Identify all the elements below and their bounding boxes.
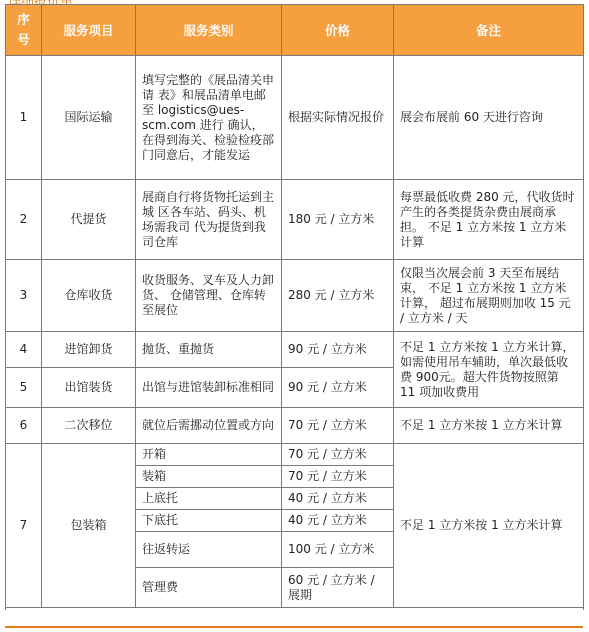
header-item: 服务项目 [42, 5, 136, 56]
row-seq: 7 [6, 444, 42, 608]
row-note: 仅限当次展会前 3 天至布展结束， 不足 1 立方米按 1 立方米计算， 超过布展期则加收 15 元 / 立方米 / 天 [394, 260, 584, 332]
table-row [6, 56, 584, 180]
row-price: 60 元 / 立方米 / 展期 [282, 568, 394, 608]
row-category: 管理费 [136, 568, 282, 608]
row-category: 填写完整的《展品清关申请 表》和展品清单电邮至 logistics@ues-scm.com 进行 确认，在得到海关、检验检疫部门同意后，才能发运 [136, 56, 282, 180]
table-bottom-strip [6, 608, 584, 611]
row-item: 出馆装货 [42, 368, 136, 408]
row-category: 装箱 [136, 466, 282, 488]
row-seq: 6 [6, 408, 42, 444]
row-item: 国际运输 [42, 56, 136, 180]
row-category: 就位后需挪动位置或方向 [136, 408, 282, 444]
row-price: 90 元 / 立方米 [282, 332, 394, 368]
row-price: 40 元 / 立方米 [282, 510, 394, 532]
row-price: 90 元 / 立方米 [282, 368, 394, 408]
row-seq: 1 [6, 56, 42, 180]
row-price: 40 元 / 立方米 [282, 488, 394, 510]
header-note: 备注 [394, 5, 584, 56]
row-category: 下底托 [136, 510, 282, 532]
row-category: 展商自行将货物托运到主城 区各车站、码头、机场需我司 代为提货到我司仓库 [136, 180, 282, 260]
row-note: 每票最低收费 280 元，代收货时 产生的各类提货杂费由展商承担。 不足 1 立方米按 1 立方米计算 [394, 180, 584, 260]
row-item: 代提货 [42, 180, 136, 260]
row-category: 出馆与进馆装卸标准相同 [136, 368, 282, 408]
row-note: 不足 1 立方米按 1 立方米计算， 如需使用吊车辅助，单次最低收费 900元。超大件货物按照第 11 项加收费用 [394, 332, 584, 408]
header-seq: 序 号 [6, 5, 42, 56]
row-item: 进馆卸货 [42, 332, 136, 368]
header-category: 服务类别 [136, 5, 282, 56]
header-price: 价格 [282, 5, 394, 56]
row-note: 展会布展前 60 天进行咨询 [394, 56, 584, 180]
row-price: 70 元 / 立方米 [282, 408, 394, 444]
row-seq: 3 [6, 260, 42, 332]
bottom-accent-line [5, 626, 583, 628]
row-category: 往返转运 [136, 532, 282, 568]
table-row [6, 408, 584, 444]
row-item: 仓库收货 [42, 260, 136, 332]
row-category: 上底托 [136, 488, 282, 510]
row-seq: 4 [6, 332, 42, 368]
table-header-row [6, 5, 584, 56]
row-note: 不足 1 立方米按 1 立方米计算 [394, 444, 584, 608]
table-row [6, 444, 584, 466]
row-item: 包装箱 [42, 444, 136, 608]
row-category: 开箱 [136, 444, 282, 466]
row-category: 抛货、重抛货 [136, 332, 282, 368]
row-price: 根据实际情况报价 [282, 56, 394, 180]
row-price: 70 元 / 立方米 [282, 466, 394, 488]
row-seq: 2 [6, 180, 42, 260]
price-table [5, 4, 584, 610]
row-item: 二次移位 [42, 408, 136, 444]
bottom-strip-cell [6, 608, 584, 611]
row-price: 180 元 / 立方米 [282, 180, 394, 260]
row-category: 收货服务、叉车及人力卸货、 仓储管理、仓库转至展位 [136, 260, 282, 332]
row-price: 70 元 / 立方米 [282, 444, 394, 466]
table-row [6, 180, 584, 260]
table-row [6, 332, 584, 368]
row-price: 100 元 / 立方米 [282, 532, 394, 568]
table-row [6, 260, 584, 332]
row-note: 不足 1 立方米按 1 立方米计算 [394, 408, 584, 444]
row-price: 280 元 / 立方米 [282, 260, 394, 332]
row-seq: 5 [6, 368, 42, 408]
